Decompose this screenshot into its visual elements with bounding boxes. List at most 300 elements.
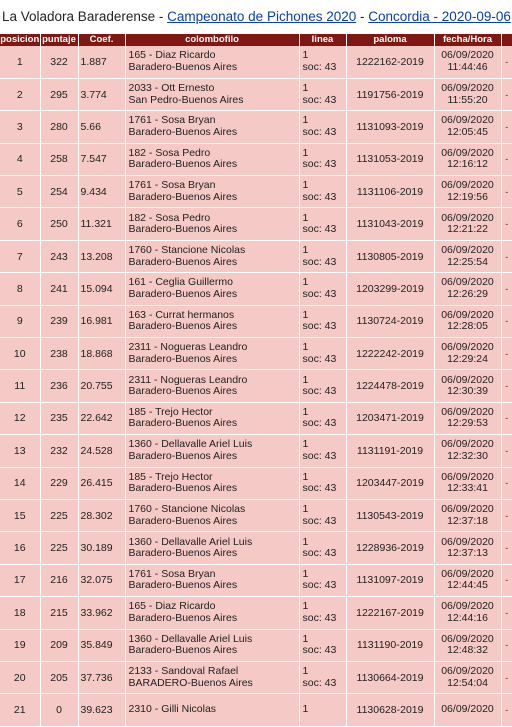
table-row[interactable] bbox=[0, 435, 512, 467]
cell-paloma: 1222162-2019 bbox=[346, 46, 434, 78]
arrival-date: 06/09/2020 bbox=[441, 82, 494, 95]
arrival-time: 12:16:12 bbox=[447, 158, 488, 171]
table-row[interactable] bbox=[0, 694, 512, 726]
linea-number: 1 bbox=[302, 438, 309, 451]
arrival-time: 12:44:45 bbox=[447, 579, 488, 592]
cell-paloma: 1222167-2019 bbox=[346, 597, 434, 629]
results-table bbox=[0, 34, 512, 727]
fancier-name: 161 - Ceglia Guillermo bbox=[128, 276, 233, 289]
column-header-fecha-hora[interactable]: fecha/Hora bbox=[434, 34, 501, 46]
cell-linea bbox=[299, 467, 346, 499]
arrival-time: 12:25:54 bbox=[447, 255, 488, 268]
linea-number: 1 bbox=[302, 211, 309, 224]
linea-number: 1 bbox=[302, 82, 309, 95]
cell-colombofilo bbox=[125, 467, 299, 499]
arrival-date: 06/09/2020 bbox=[441, 567, 494, 580]
arrival-date: 06/09/2020 bbox=[441, 114, 494, 127]
linea-soc: soc: 43 bbox=[302, 482, 337, 495]
edge-dash-icon: - bbox=[505, 89, 509, 100]
cell-edge bbox=[501, 402, 512, 434]
cell-linea bbox=[299, 597, 346, 629]
fancier-name: 1360 - Dellavalle Ariel Luis bbox=[128, 632, 253, 645]
edge-dash-icon: - bbox=[505, 186, 509, 197]
fancier-location: Baradero-Buenos Aires bbox=[128, 611, 238, 624]
linea-number: 1 bbox=[302, 244, 309, 257]
cell-posicion: 18 bbox=[0, 597, 40, 629]
cell-linea bbox=[299, 208, 346, 240]
cell-coef: 28.302 bbox=[78, 499, 125, 531]
linea-soc: soc: 43 bbox=[302, 223, 337, 236]
cell-posicion: 11 bbox=[0, 370, 40, 402]
fancier-location: Baradero-Buenos Aires bbox=[128, 60, 238, 73]
table-row[interactable] bbox=[0, 143, 512, 175]
cell-linea bbox=[299, 564, 346, 596]
arrival-date: 06/09/2020 bbox=[441, 276, 494, 289]
cell-puntaje: 232 bbox=[40, 435, 78, 467]
edge-dash-icon: - bbox=[505, 283, 509, 294]
arrival-date: 06/09/2020 bbox=[441, 308, 494, 321]
cell-colombofilo bbox=[125, 564, 299, 596]
arrival-time: 12:30:39 bbox=[447, 385, 488, 398]
fancier-name: 165 - Diaz Ricardo bbox=[128, 600, 216, 613]
cell-paloma: 1130805-2019 bbox=[346, 240, 434, 272]
edge-dash-icon: - bbox=[505, 381, 509, 392]
cell-edge bbox=[501, 564, 512, 596]
linea-number: 1 bbox=[302, 146, 309, 159]
fancier-name: 1360 - Dellavalle Ariel Luis bbox=[128, 535, 253, 548]
cell-colombofilo bbox=[125, 111, 299, 143]
cell-paloma: 1224478-2019 bbox=[346, 370, 434, 402]
fancier-location: Baradero-Buenos Aires bbox=[128, 287, 238, 300]
cell-edge bbox=[501, 305, 512, 337]
arrival-date: 06/09/2020 bbox=[441, 405, 494, 418]
cell-puntaje: 225 bbox=[40, 499, 78, 531]
cell-posicion: 21 bbox=[0, 694, 40, 726]
cell-fecha-hora bbox=[434, 564, 501, 596]
cell-paloma: 1191756-2019 bbox=[346, 78, 434, 110]
table-row[interactable] bbox=[0, 629, 512, 661]
fancier-name: 1360 - Dellavalle Ariel Luis bbox=[128, 438, 253, 451]
club-name: La Voladora Baraderense bbox=[2, 9, 156, 24]
cell-colombofilo bbox=[125, 46, 299, 78]
fancier-location: Baradero-Buenos Aires bbox=[128, 417, 238, 430]
column-header-puntaje[interactable]: puntaje bbox=[40, 34, 78, 46]
fancier-location: Baradero-Buenos Aires bbox=[128, 125, 238, 138]
table-row[interactable] bbox=[0, 111, 512, 143]
fancier-location: Baradero-Buenos Aires bbox=[128, 514, 238, 527]
fancier-location: Baradero-Buenos Aires bbox=[128, 579, 238, 592]
cell-edge bbox=[501, 273, 512, 305]
edge-dash-icon: - bbox=[505, 705, 509, 715]
fancier-location: Baradero-Buenos Aires bbox=[128, 223, 238, 236]
fancier-location: Baradero-Buenos Aires bbox=[128, 190, 238, 203]
cell-linea bbox=[299, 402, 346, 434]
table-row[interactable] bbox=[0, 305, 512, 337]
cell-colombofilo bbox=[125, 499, 299, 531]
cell-posicion: 1 bbox=[0, 46, 40, 78]
arrival-date: 06/09/2020 bbox=[441, 600, 494, 613]
cell-posicion: 12 bbox=[0, 402, 40, 434]
column-header-coef[interactable]: Coef. bbox=[78, 34, 125, 46]
arrival-date: 06/09/2020 bbox=[441, 470, 494, 483]
edge-dash-icon: - bbox=[505, 348, 509, 359]
cell-posicion: 8 bbox=[0, 273, 40, 305]
cell-fecha-hora bbox=[434, 370, 501, 402]
arrival-date: 06/09/2020 bbox=[441, 503, 494, 516]
cell-edge bbox=[501, 370, 512, 402]
arrival-time: 12:37:18 bbox=[447, 514, 488, 527]
cell-edge bbox=[501, 111, 512, 143]
cell-paloma: 1228936-2019 bbox=[346, 532, 434, 564]
fancier-name: 1761 - Sosa Bryan bbox=[128, 567, 216, 580]
table-row[interactable] bbox=[0, 273, 512, 305]
fancier-name: 182 - Sosa Pedro bbox=[128, 211, 211, 224]
arrival-time: 12:44:16 bbox=[447, 611, 488, 624]
linea-number: 1 bbox=[302, 373, 309, 386]
cell-paloma: 1131053-2019 bbox=[346, 143, 434, 175]
arrival-time: 12:19:56 bbox=[447, 190, 488, 203]
arrival-date: 06/09/2020 bbox=[441, 341, 494, 354]
cell-linea bbox=[299, 338, 346, 370]
table-row[interactable] bbox=[0, 46, 512, 78]
cell-posicion: 5 bbox=[0, 176, 40, 208]
cell-coef: 37.736 bbox=[78, 661, 125, 693]
cell-posicion: 10 bbox=[0, 338, 40, 370]
arrival-date: 06/09/2020 bbox=[441, 632, 494, 645]
edge-dash-icon: - bbox=[505, 478, 509, 489]
cell-fecha-hora bbox=[434, 208, 501, 240]
linea-soc: soc: 43 bbox=[302, 676, 337, 689]
cell-posicion: 2 bbox=[0, 78, 40, 110]
table-row[interactable] bbox=[0, 467, 512, 499]
cell-linea bbox=[299, 305, 346, 337]
column-header-extra bbox=[501, 34, 512, 46]
fancier-name: 1760 - Stancione Nicolas bbox=[128, 503, 246, 516]
cell-colombofilo bbox=[125, 78, 299, 110]
results-table-body bbox=[0, 46, 512, 726]
cell-paloma: 1130724-2019 bbox=[346, 305, 434, 337]
cell-puntaje: 241 bbox=[40, 273, 78, 305]
title-separator: - bbox=[155, 9, 168, 24]
cell-puntaje: 205 bbox=[40, 661, 78, 693]
cell-edge bbox=[501, 143, 512, 175]
arrival-date: 06/09/2020 bbox=[441, 438, 494, 451]
cell-fecha-hora bbox=[434, 694, 501, 726]
cell-posicion: 13 bbox=[0, 435, 40, 467]
cell-puntaje: 0 bbox=[40, 694, 78, 726]
fancier-name: 2033 - Ott Ernesto bbox=[128, 82, 215, 95]
edge-dash-icon: - bbox=[505, 121, 509, 132]
campeonato-link[interactable]: Campeonato de Pichones 2020 bbox=[167, 9, 357, 24]
column-header-colombofilo[interactable]: colombofilo bbox=[125, 34, 299, 46]
linea-number: 1 bbox=[302, 341, 309, 354]
cell-fecha-hora bbox=[434, 402, 501, 434]
linea-soc: soc: 43 bbox=[302, 579, 337, 592]
fancier-location: Baradero-Buenos Aires bbox=[128, 385, 238, 398]
column-header-posicion[interactable]: posicion bbox=[0, 34, 40, 45]
table-row[interactable] bbox=[0, 370, 512, 402]
arrival-time: 12:33:41 bbox=[447, 482, 488, 495]
edge-dash-icon: - bbox=[505, 445, 509, 456]
cell-posicion: 4 bbox=[0, 143, 40, 175]
fancier-name: 1761 - Sosa Bryan bbox=[128, 179, 216, 192]
linea-soc: soc: 43 bbox=[302, 287, 337, 300]
linea-number: 1 bbox=[302, 535, 309, 548]
table-row[interactable] bbox=[0, 78, 512, 110]
edge-dash-icon: - bbox=[505, 672, 509, 683]
linea-soc: soc: 43 bbox=[302, 644, 337, 657]
cell-coef: 35.849 bbox=[78, 629, 125, 661]
cell-posicion: 17 bbox=[0, 564, 40, 596]
fancier-location: BARADERO-Buenos Aires bbox=[128, 676, 253, 689]
linea-number: 1 bbox=[302, 179, 309, 192]
edge-dash-icon: - bbox=[505, 640, 509, 651]
linea-number: 1 bbox=[302, 470, 309, 483]
cell-coef: 7.547 bbox=[78, 143, 125, 175]
fancier-location: Baradero-Buenos Aires bbox=[128, 449, 238, 462]
cell-linea bbox=[299, 111, 346, 143]
edge-dash-icon: - bbox=[505, 543, 509, 554]
cell-linea bbox=[299, 694, 346, 726]
edge-dash-icon: - bbox=[505, 575, 509, 586]
cell-edge bbox=[501, 694, 512, 726]
cell-edge bbox=[501, 499, 512, 531]
fancier-name: 182 - Sosa Pedro bbox=[128, 146, 211, 159]
fancier-location: Baradero-Buenos Aires bbox=[128, 547, 238, 560]
arrival-time: 12:29:53 bbox=[447, 417, 488, 430]
arrival-date: 06/09/2020 bbox=[441, 146, 494, 159]
fancier-name: 2311 - Nogueras Leandro bbox=[128, 341, 248, 354]
cell-colombofilo bbox=[125, 402, 299, 434]
linea-soc: soc: 43 bbox=[302, 417, 337, 430]
cell-paloma: 1131106-2019 bbox=[346, 176, 434, 208]
fancier-location: Baradero-Buenos Aires bbox=[128, 255, 238, 268]
cell-puntaje: 235 bbox=[40, 402, 78, 434]
table-row[interactable] bbox=[0, 402, 512, 434]
arrival-date: 06/09/2020 bbox=[441, 244, 494, 257]
table-row[interactable] bbox=[0, 499, 512, 531]
cell-paloma: 1203299-2019 bbox=[346, 273, 434, 305]
linea-number: 1 bbox=[302, 665, 309, 678]
cell-paloma: 1131191-2019 bbox=[346, 435, 434, 467]
edge-dash-icon: - bbox=[505, 154, 509, 165]
cell-fecha-hora bbox=[434, 305, 501, 337]
table-row[interactable] bbox=[0, 564, 512, 596]
arrival-time: 12:05:45 bbox=[447, 125, 488, 138]
column-header-paloma[interactable]: paloma bbox=[346, 34, 434, 46]
linea-number: 1 bbox=[302, 49, 309, 62]
cell-edge bbox=[501, 240, 512, 272]
cell-edge bbox=[501, 208, 512, 240]
arrival-time: 12:48:32 bbox=[447, 644, 488, 657]
cell-colombofilo bbox=[125, 338, 299, 370]
linea-soc: soc: 43 bbox=[302, 255, 337, 268]
cell-edge bbox=[501, 532, 512, 564]
cell-fecha-hora bbox=[434, 629, 501, 661]
cell-fecha-hora bbox=[434, 273, 501, 305]
cell-paloma: 1203471-2019 bbox=[346, 402, 434, 434]
linea-soc: soc: 43 bbox=[302, 125, 337, 138]
linea-soc: soc: 43 bbox=[302, 547, 337, 560]
arrival-date: 06/09/2020 bbox=[441, 535, 494, 548]
cell-puntaje: 250 bbox=[40, 208, 78, 240]
cell-puntaje: 243 bbox=[40, 240, 78, 272]
cell-edge bbox=[501, 629, 512, 661]
table-row[interactable] bbox=[0, 240, 512, 272]
table-row[interactable] bbox=[0, 176, 512, 208]
cell-coef: 13.208 bbox=[78, 240, 125, 272]
cell-linea bbox=[299, 629, 346, 661]
arrival-time: 12:21:22 bbox=[447, 223, 488, 236]
linea-soc: soc: 43 bbox=[302, 320, 337, 333]
fancier-name: 1760 - Stancione Nicolas bbox=[128, 244, 246, 257]
cell-fecha-hora bbox=[434, 78, 501, 110]
table-row[interactable] bbox=[0, 661, 512, 693]
cell-fecha-hora bbox=[434, 467, 501, 499]
fancier-name: 1761 - Sosa Bryan bbox=[128, 114, 216, 127]
arrival-date: 06/09/2020 bbox=[441, 49, 494, 62]
arrival-time: 12:37:13 bbox=[447, 547, 488, 560]
cell-linea bbox=[299, 78, 346, 110]
cell-colombofilo bbox=[125, 273, 299, 305]
linea-soc: soc: 43 bbox=[302, 190, 337, 203]
cell-colombofilo bbox=[125, 370, 299, 402]
cell-edge bbox=[501, 467, 512, 499]
linea-number: 1 bbox=[302, 308, 309, 321]
cell-edge bbox=[501, 661, 512, 693]
cell-posicion: 16 bbox=[0, 532, 40, 564]
cell-posicion: 20 bbox=[0, 661, 40, 693]
cell-fecha-hora bbox=[434, 435, 501, 467]
table-row[interactable] bbox=[0, 338, 512, 370]
linea-soc: soc: 43 bbox=[302, 514, 337, 527]
linea-number: 1 bbox=[302, 405, 309, 418]
fancier-name: 2310 - Gilli Nicolas bbox=[128, 703, 217, 716]
cell-edge bbox=[501, 435, 512, 467]
fancier-name: 185 - Trejo Hector bbox=[128, 470, 213, 483]
cell-colombofilo bbox=[125, 629, 299, 661]
cell-coef: 3.774 bbox=[78, 78, 125, 110]
edge-dash-icon: - bbox=[505, 219, 509, 230]
edge-dash-icon: - bbox=[505, 316, 509, 327]
cell-coef: 18.868 bbox=[78, 338, 125, 370]
edge-dash-icon: - bbox=[505, 56, 509, 67]
cell-linea bbox=[299, 661, 346, 693]
table-row[interactable] bbox=[0, 597, 512, 629]
cell-edge bbox=[501, 338, 512, 370]
cell-fecha-hora bbox=[434, 111, 501, 143]
cell-paloma: 1130628-2019 bbox=[346, 694, 434, 726]
table-row[interactable] bbox=[0, 532, 512, 564]
cell-paloma: 1131093-2019 bbox=[346, 111, 434, 143]
cell-paloma: 1131190-2019 bbox=[346, 629, 434, 661]
arrival-date: 06/09/2020 bbox=[441, 373, 494, 386]
cell-fecha-hora bbox=[434, 661, 501, 693]
arrival-date: 06/09/2020 bbox=[441, 211, 494, 224]
cell-colombofilo bbox=[125, 143, 299, 175]
cell-fecha-hora bbox=[434, 338, 501, 370]
fancier-location: Baradero-Buenos Aires bbox=[128, 482, 238, 495]
arrival-time: 12:32:30 bbox=[447, 449, 488, 462]
fancier-location: San Pedro-Buenos Aires bbox=[128, 93, 244, 106]
cell-edge bbox=[501, 78, 512, 110]
cell-puntaje: 322 bbox=[40, 46, 78, 78]
fancier-name: 2133 - Sandoval Rafael bbox=[128, 665, 239, 678]
cell-coef: 11.321 bbox=[78, 208, 125, 240]
cell-coef: 9.434 bbox=[78, 176, 125, 208]
linea-number: 1 bbox=[302, 276, 309, 289]
fancier-name: 2311 - Nogueras Leandro bbox=[128, 373, 248, 386]
arrival-time: 11:44:46 bbox=[447, 60, 488, 73]
fancier-location: Baradero-Buenos Aires bbox=[128, 352, 238, 365]
arrival-time: 12:29:24 bbox=[447, 352, 488, 365]
arrival-time: 12:54:04 bbox=[447, 676, 488, 689]
cell-linea bbox=[299, 273, 346, 305]
cell-colombofilo bbox=[125, 661, 299, 693]
linea-soc: soc: 43 bbox=[302, 449, 337, 462]
event-link[interactable]: Concordia - 2020-09-06 bbox=[368, 9, 511, 24]
cell-paloma: 1131043-2019 bbox=[346, 208, 434, 240]
linea-soc: soc: 43 bbox=[302, 611, 337, 624]
cell-linea bbox=[299, 46, 346, 78]
cell-puntaje: 238 bbox=[40, 338, 78, 370]
cell-colombofilo bbox=[125, 435, 299, 467]
cell-coef: 30.189 bbox=[78, 532, 125, 564]
arrival-date: 06/09/2020 bbox=[441, 703, 494, 716]
cell-coef: 20.755 bbox=[78, 370, 125, 402]
column-header-linea[interactable]: linea bbox=[299, 34, 346, 46]
cell-linea bbox=[299, 143, 346, 175]
fancier-location: Baradero-Buenos Aires bbox=[128, 320, 238, 333]
fancier-name: 163 - Currat hermanos bbox=[128, 308, 235, 321]
cell-posicion: 7 bbox=[0, 240, 40, 272]
cell-puntaje: 254 bbox=[40, 176, 78, 208]
cell-puntaje: 295 bbox=[40, 78, 78, 110]
cell-puntaje: 209 bbox=[40, 629, 78, 661]
edge-dash-icon: - bbox=[505, 510, 509, 521]
linea-soc: soc: 43 bbox=[302, 158, 337, 171]
cell-coef: 32.075 bbox=[78, 564, 125, 596]
cell-puntaje: 229 bbox=[40, 467, 78, 499]
cell-linea bbox=[299, 240, 346, 272]
table-row[interactable] bbox=[0, 208, 512, 240]
cell-paloma: 1130664-2019 bbox=[346, 661, 434, 693]
arrival-time: 12:26:29 bbox=[447, 287, 488, 300]
cell-puntaje: 280 bbox=[40, 111, 78, 143]
cell-fecha-hora bbox=[434, 532, 501, 564]
cell-puntaje: 239 bbox=[40, 305, 78, 337]
cell-linea bbox=[299, 499, 346, 531]
cell-linea bbox=[299, 435, 346, 467]
cell-colombofilo bbox=[125, 208, 299, 240]
linea-number: 1 bbox=[302, 503, 309, 516]
linea-soc: soc: 43 bbox=[302, 60, 337, 73]
cell-fecha-hora bbox=[434, 143, 501, 175]
cell-colombofilo bbox=[125, 305, 299, 337]
cell-colombofilo bbox=[125, 240, 299, 272]
arrival-date: 06/09/2020 bbox=[441, 179, 494, 192]
arrival-time: 11:55:20 bbox=[447, 93, 488, 106]
cell-paloma: 1222242-2019 bbox=[346, 338, 434, 370]
cell-paloma: 1203447-2019 bbox=[346, 467, 434, 499]
arrival-time: 12:28:05 bbox=[447, 320, 488, 333]
edge-dash-icon: - bbox=[505, 413, 509, 424]
cell-coef: 39.623 bbox=[78, 694, 125, 726]
fancier-name: 165 - Diaz Ricardo bbox=[128, 49, 216, 62]
cell-fecha-hora bbox=[434, 499, 501, 531]
title-separator: - bbox=[356, 9, 369, 24]
cell-coef: 15.094 bbox=[78, 273, 125, 305]
